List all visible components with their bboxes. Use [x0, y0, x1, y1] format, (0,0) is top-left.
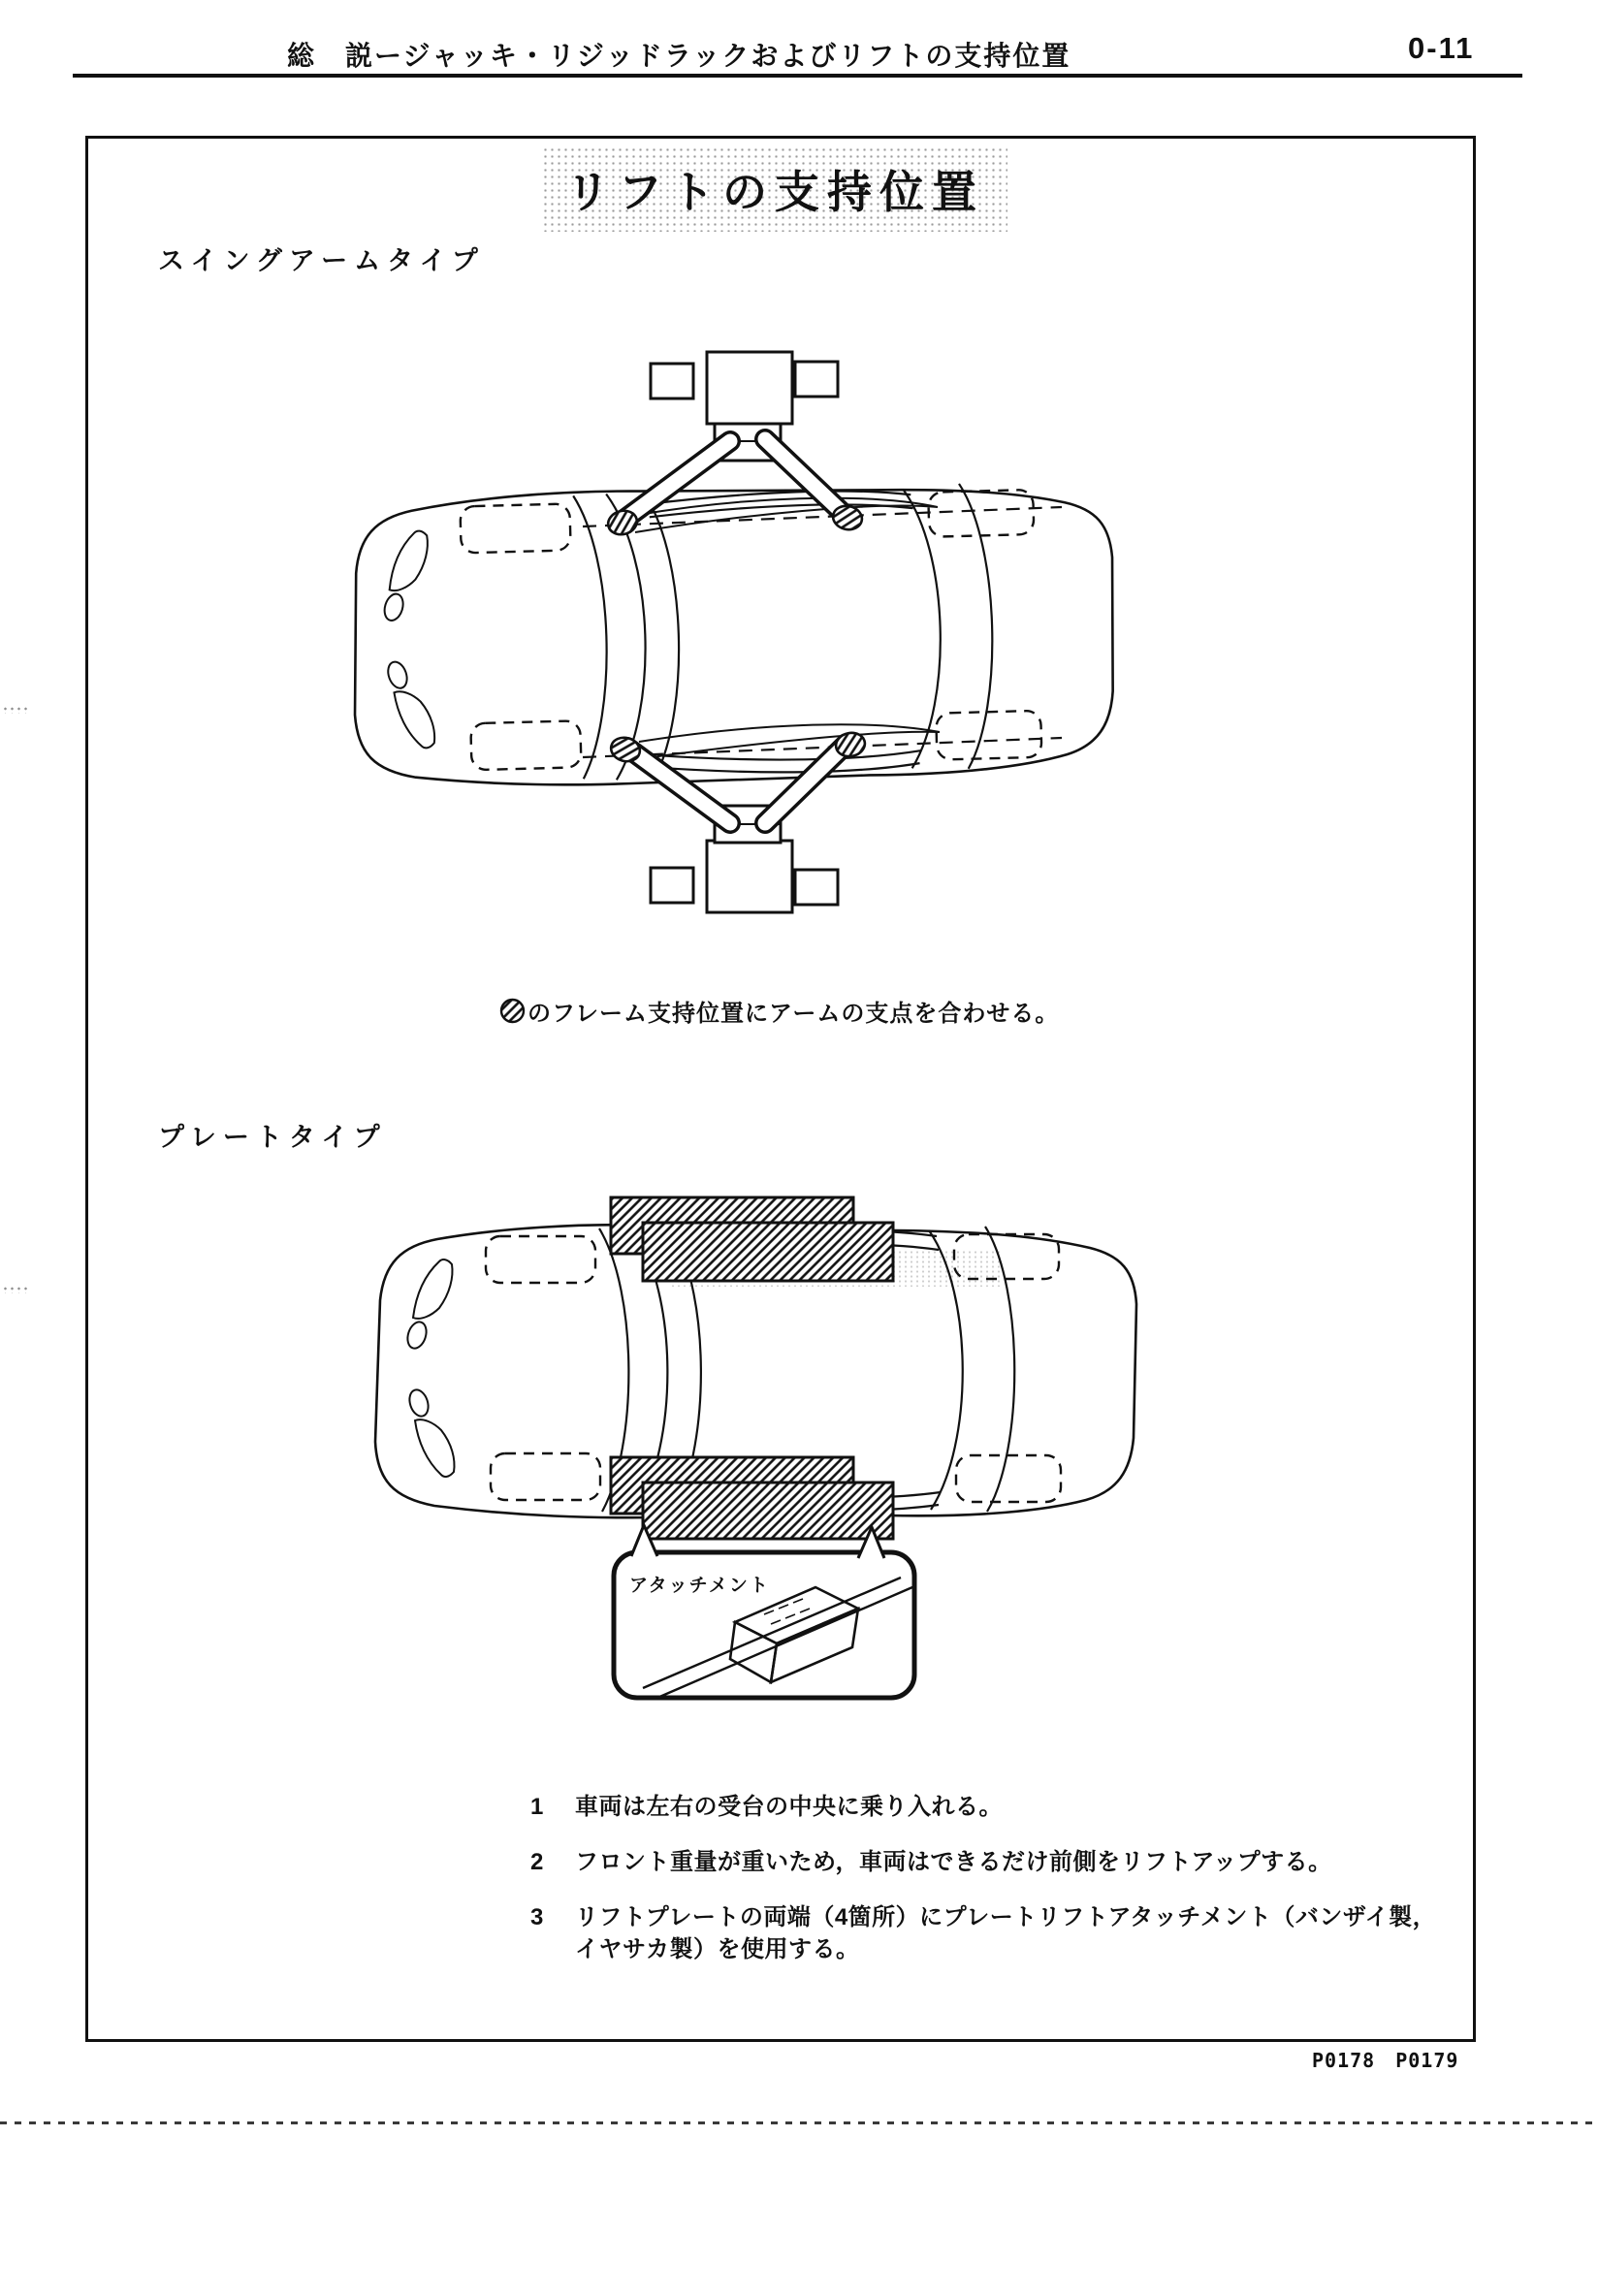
margin-mark: [2, 706, 27, 714]
note-number: 3: [530, 1904, 544, 1930]
note-number: 2: [530, 1849, 544, 1875]
swing-arm-rear-right: [765, 744, 847, 823]
photo-reference-codes: P0178 P0179: [1312, 2049, 1459, 2072]
page-header-title: 総 説ージャッキ・リジッドラックおよびリフトの支持位置: [287, 41, 1071, 71]
lift-plate-front: [611, 1197, 893, 1281]
lift-post-bottom: [608, 730, 867, 912]
note-row: [530, 1842, 1436, 1876]
swing-arm-front-left: [625, 441, 730, 519]
note-number: 1: [530, 1794, 544, 1820]
header-rule: [73, 74, 1522, 78]
plate-type-diagram: [323, 1166, 1225, 1729]
swing-arm-caption: [499, 994, 1059, 1028]
note-text: フロント重量が重いため，車両はできるだけ前側をリフトアップする。: [575, 1849, 1332, 1875]
note-row: [530, 1897, 1436, 1963]
figure-title-block: [542, 146, 1007, 232]
note-row: [530, 1787, 1436, 1821]
note-text: 車両は左右の受台の中央に乗り入れる。: [575, 1794, 1003, 1820]
notes-list: [530, 1787, 1436, 1985]
margin-mark: [2, 1286, 27, 1293]
note-text: リフトプレートの両端（4箇所）にプレートリフトアタッチメント（バンザイ製，: [575, 1904, 1437, 1930]
note-text-continuation: イヤサカ製）を使用する。: [575, 1936, 860, 1962]
page-number: 0-11: [1408, 31, 1475, 65]
swing-arm-caption-text: のフレーム支持位置にアームの支点を合わせる。: [527, 1001, 1060, 1027]
swing-arm-type-diagram: [323, 344, 1128, 926]
section-label-swing-arm-type: スイングアームタイプ: [158, 246, 485, 275]
hatched-circle-icon: [499, 998, 526, 1024]
lift-plate-rear: [611, 1457, 893, 1539]
rocker-flange-top: [635, 498, 938, 532]
attachment-callout: [614, 1525, 914, 1698]
bottom-dotted-line: [0, 2121, 1598, 2124]
attachment-label: アタッチメント: [629, 1576, 770, 1596]
section-label-plate-type: プレートタイプ: [158, 1123, 387, 1152]
swing-arm-front-right: [765, 439, 845, 515]
figure-box: [85, 136, 1476, 2072]
attachment-callout-box: [614, 1552, 914, 1698]
figure-title: リフトの支持位置: [565, 167, 984, 217]
